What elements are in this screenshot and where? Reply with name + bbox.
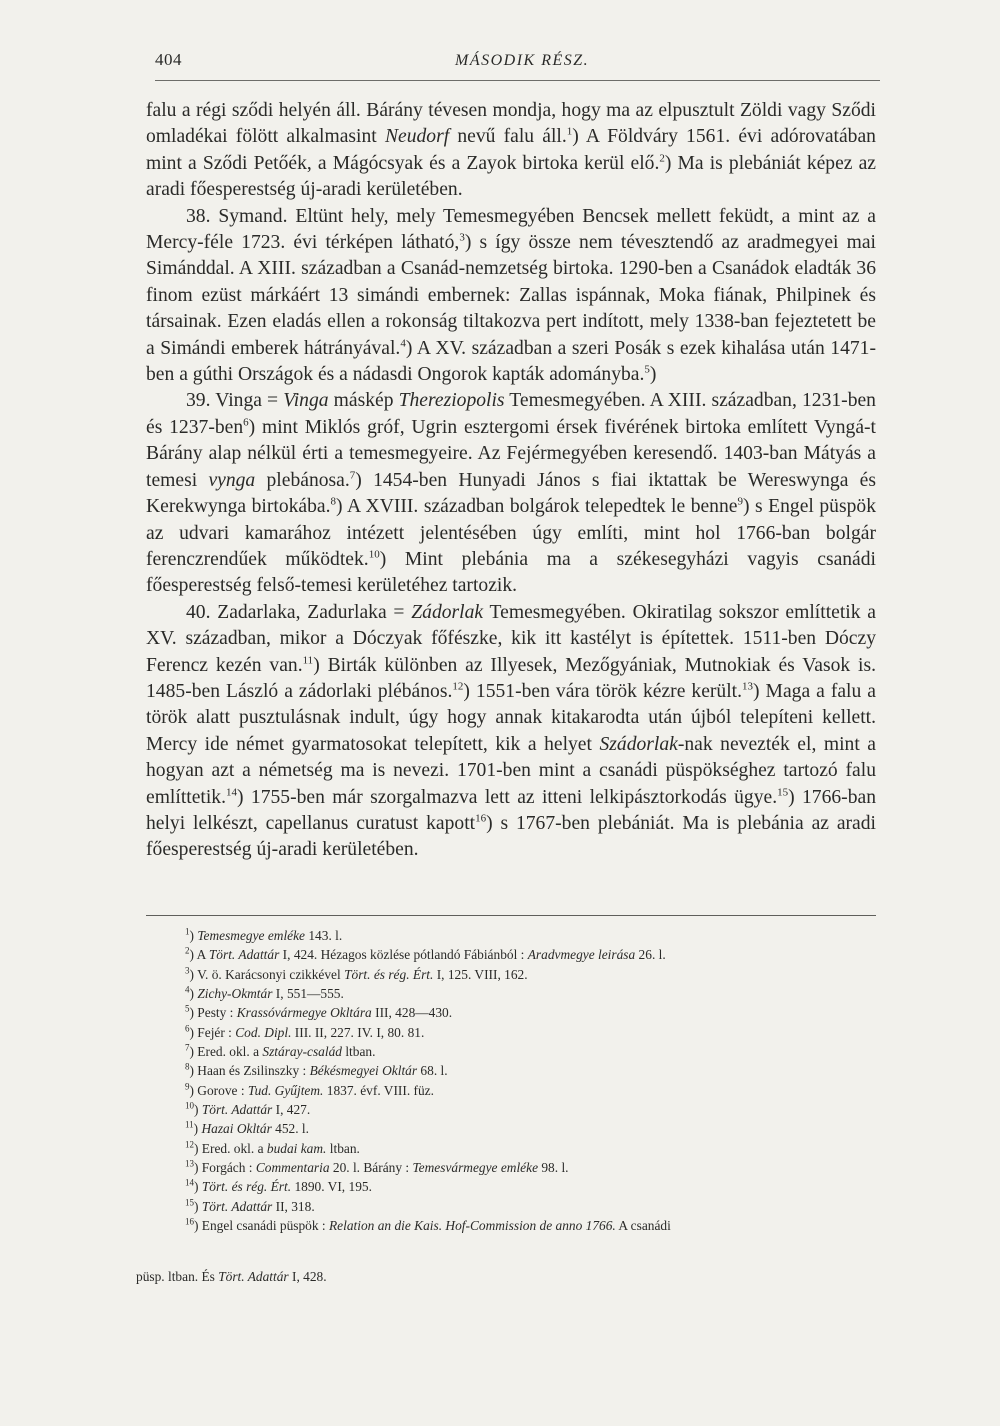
running-title: MÁSODIK RÉSZ. bbox=[455, 52, 590, 69]
footnote-ref: 3 bbox=[459, 231, 465, 244]
footnote: $^{13}$) Forgách : Commentaria 20. l. Bárány : Temesvármegye emléke 98. l. bbox=[185, 1158, 569, 1176]
footnote: $^5$) Pesty : Krassóvármegye Okltára III, 428—430. bbox=[185, 1003, 453, 1021]
footnote: $^8$) Haan és Zsilinszky : Békésmegyei Okltár 68. l. bbox=[185, 1061, 448, 1079]
footnote: $^{10}$) Tört. Adattár I, 427. bbox=[185, 1100, 311, 1118]
paragraph-vinga: 39. Vinga = Vinga máskép Thereziopolis Temesmegyében. A XIII. században, 1231-ben és 1237-ben$^6$) mint Miklós gróf, Ugrin esztergomi érsek fivérének birtoka említett Vyngá-t Bárány alap nélkül érti a temesmegyeire. Az Fejérmegyében keresendő. 1403-ban Mátyás a temesi vynga plebánosa.$^7$) 1454-ben Hunyadi János s fiai iktattak be Wereswynga és Kerekwynga birtokába.$^8$) A XVIII. században bolgárok telepedtek le benne$^9$) s Engel püspök az udvari kamarához intézett jelentésében úgy említi, mint hol 1766-ban bolgár ferenczrendűek működtek.$^{10}$) Mint plebánia ma a székesegyházi vagyis csanádi főesperestség felső-temesi kerületéhez tartozik. bbox=[146, 390, 876, 597]
footnote-ref: 16 bbox=[475, 812, 487, 825]
footnote-ref: 6 bbox=[243, 416, 249, 429]
paragraph-szodi: falu a régi sződi helyén áll. Bárány tévesen mondja, hogy ma az elpusztult Zöldi vagy Sződi omladékai fölött alkalmasint Neudorf nevű falu áll.$^1$) A Földváry 1561. évi adórovatában mint a Sződi Petőék, a Mágócsyak és a Zayok birtoka kerül elő.$^2$) Ma is plebániát képez az aradi főesperestség új-aradi kerületében. bbox=[146, 100, 876, 201]
footnote-continuation: püsp. ltban. És Tört. Adattár I, 428. bbox=[136, 1269, 327, 1284]
main-text bbox=[146, 98, 876, 864]
footnote: $^{16}$) Engel csanádi püspök : Relation an die Kais. Hof-Commission de anno 1766. A csanádi bbox=[185, 1216, 671, 1234]
footnote-ref: 13 bbox=[742, 680, 753, 693]
footnote-ref: 1 bbox=[566, 125, 573, 138]
page-header bbox=[155, 48, 870, 78]
footnote-ref: 2 bbox=[659, 152, 665, 165]
footnote: $^9$) Gorove : Tud. Gyűjtem. 1837. évf. VIII. füz. bbox=[185, 1081, 434, 1098]
footnote-ref: 15 bbox=[777, 786, 789, 799]
footnote: $^{14}$) Tört. és rég. Ért. 1890. VI, 195. bbox=[185, 1178, 372, 1195]
footnote-ref: 5 bbox=[644, 363, 650, 376]
footnote: $^4$) Zichy-Okmtár I, 551—555. bbox=[185, 984, 344, 1002]
footnote-ref: 7 bbox=[349, 469, 356, 482]
page-number: 404 bbox=[155, 50, 182, 69]
header-rule bbox=[155, 80, 880, 81]
footnote-ref: 4 bbox=[400, 337, 406, 350]
footnote: $^3$) V. ö. Karácsonyi czikkével Tört. és rég. Ért. I, 125. VIII, 162. bbox=[185, 965, 528, 982]
footnote: $^7$) Ered. okl. a Sztáray-család ltban. bbox=[185, 1042, 376, 1060]
footnote-ref: 12 bbox=[452, 680, 464, 693]
footnote-ref: 8 bbox=[330, 495, 337, 508]
footnote-ref: 11 bbox=[302, 654, 314, 666]
footnote-ref: 10 bbox=[368, 548, 380, 561]
footnotes bbox=[185, 926, 875, 1236]
footnote: $^{15}$) Tört. Adattár II, 318. bbox=[185, 1197, 315, 1214]
footnote: $^6$) Fejér : Cod. Dipl. III. II, 227. IV. I, 80. 81. bbox=[185, 1023, 425, 1040]
footnote-ref: 9 bbox=[737, 495, 743, 508]
paragraph-zadarlaka: 40. Zadarlaka, Zadurlaka = Zádorlak Temesmegyében. Okiratilag sokszor említtetik a XV. században, mikor a Dóczyak főfészke, kik itt kastélyt is építettek. 1511-ben Dóczy Ferencz kezén van.$^{11}$) Birták különben az Illyesek, Mezőgyániak, Mutnokiak és Vasok is. 1485-ben László a zádorlaki plébános.$^{12}$) 1551-ben vára török kézre került.$^{13}$) Maga a falu a török alatt pusztulásnak indult, úgy hogy annak kitakarodta után újból telepíteni kellett. Mercy ide német gyarmatosokat telepített, kik a helyet Szádorlak-nak nevezték el, mint a hogyan azt a németség ma is nevezi. 1701-ben mint a csanádi püspökséghez tartozó falu említtetik.$^{14}$) 1755-ben már szorgalmazva lett az itteni lelkipásztorkodás ügye.$^{15}$) 1766-ban helyi lelkészt, capellanus curatust kapott$^{16}$) s 1767-ben plebániát. Ma is plebánia az aradi főesperestség új-aradi kerületében. bbox=[146, 601, 876, 861]
footnote-ref: 14 bbox=[226, 786, 237, 799]
footnote-rule bbox=[146, 915, 876, 916]
paragraph-symand: 38. Symand. Eltünt hely, mely Temesmegyében Bencsek mellett feküdt, a mint az a Mercy-féle 1723. évi térképen látható,$^3$) s így össze nem tévesztendő az aradmegyei mai Simánddal. A XIII. században a Csanád-nemzetség birtoka. 1290-ben a Csanádok eladták 36 finom ezüst márkáért 13 simándi embernek: Zallas ispánnak, Moka fiának, Philpinek és társainak. Ezen eladás ellen a rokonság tiltakozva pert indított, mely 1338-ban fejeztetett be a Simándi emberek hátrányával.$^4$) A XV. században a szeri Posák s ezek kihalása után 1471-ben a gúthi Országok és a nádasdi Ongorok kapták adományba.$^5$) bbox=[146, 205, 876, 386]
footnote: $^{12}$) Ered. okl. a budai kam. ltban. bbox=[185, 1139, 360, 1156]
footnote: $^1$) Temesmegye emléke 143. l. bbox=[185, 926, 343, 943]
footnote: $^{11}$) Hazai Okltár 452. l. bbox=[185, 1119, 309, 1137]
footnote: $^2$) A Tört. Adattár I, 424. Hézagos közlése pótlandó Fábiánból : Aradvmegye leirása 26. l. bbox=[185, 945, 666, 963]
